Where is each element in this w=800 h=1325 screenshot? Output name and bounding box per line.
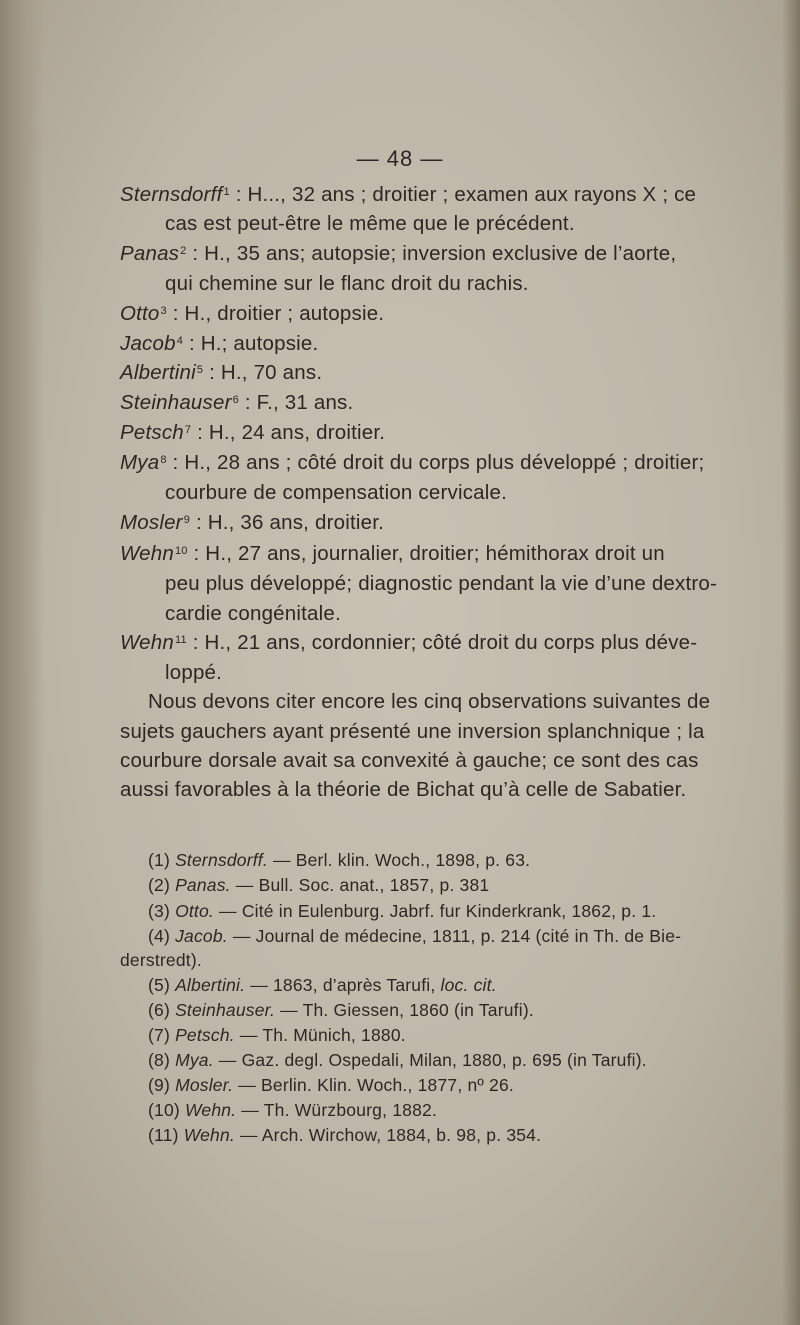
footnote-author: Jacob. <box>175 926 228 946</box>
entry-line: peu plus développé; diagnostic pendant la vie d’une dextro- <box>165 572 718 595</box>
entry-text: : H., 36 ans, droitier. <box>190 511 384 534</box>
entry-text: : H.; autopsie. <box>183 332 319 355</box>
footnote-continuation: derstredt). <box>120 950 202 970</box>
footnote-text: — Th. Münich, 1880. <box>234 1025 406 1045</box>
footnote-ref: 6 <box>232 394 239 406</box>
entry-line <box>120 539 665 569</box>
footnote-ref: 2 <box>180 245 187 257</box>
entry-text: : H., 27 ans, journalier, droitier; hémithorax droit un <box>187 542 665 565</box>
footnote-number: (4) <box>148 926 170 946</box>
footnote-text: — Th. Würzbourg, 1882. <box>236 1100 438 1120</box>
paragraph-line: Nous devons citer encore les cinq observations suivantes de <box>148 690 711 713</box>
entry-author: Petsch <box>120 421 184 444</box>
entry-text: : H., 35 ans; autopsie; inversion exclusive de l’aorte, <box>186 242 677 265</box>
entry-line <box>120 358 322 388</box>
footnote-number: (11) <box>148 1125 179 1145</box>
entry-line <box>120 388 353 418</box>
entry-line <box>120 508 384 538</box>
footnote-author: Mosler. <box>175 1075 234 1095</box>
footnote-author: Wehn. <box>184 1100 237 1120</box>
entry-author: Jacob <box>120 332 176 355</box>
entry-author: Sternsdorff <box>120 183 223 206</box>
entry-text: : H., 21 ans, cordonnier; côté droit du corps plus déve- <box>186 631 698 654</box>
footnote-text: — Journal de médecine, 1811, p. 214 (cité in Th. de Bie- <box>227 926 682 946</box>
footnote-number: (6) <box>148 1000 170 1020</box>
footnote-number: (1) <box>148 850 170 870</box>
footnote-ref: 1 <box>223 186 230 198</box>
footnote-ref: 10 <box>174 545 188 557</box>
footnote-text: — Cité in Eulenburg. Jabrf. fur Kinderkrank, 1862, p. 1. <box>214 901 657 921</box>
footnote-author: Petsch. <box>175 1025 235 1045</box>
footnote-number: (2) <box>148 875 170 895</box>
footnote-ref: 9 <box>183 514 191 526</box>
footnote-ref: 5 <box>196 364 204 376</box>
footnote-author: Sternsdorff. <box>175 850 268 870</box>
entry-line: loppé. <box>165 661 223 684</box>
footnote-ref: 7 <box>184 424 192 436</box>
footnote-author: Steinhauser. <box>175 1000 276 1020</box>
footnote-text: — Gaz. degl. Ospedali, Milan, 1880, p. 695 (in Tarufi). <box>213 1050 647 1070</box>
paragraph-line: courbure dorsale avait sa convexité à gauche; ce sont des cas <box>120 749 699 772</box>
footnote-text: — Arch. Wirchow, 1884, b. 98, p. 354. <box>234 1125 542 1145</box>
footnote-text: — Bull. Soc. anat., 1857, p. 381 <box>230 875 490 895</box>
entry-line <box>120 418 385 448</box>
entry-text: : H., droitier ; autopsie. <box>166 302 385 325</box>
entry-line <box>120 299 384 329</box>
footnote-number: (3) <box>148 901 170 921</box>
footnote-ref: 3 <box>160 305 167 317</box>
footnote-author: Otto. <box>175 901 214 921</box>
footnote-author: Mya. <box>175 1050 214 1070</box>
footnote-text: — Th. Giessen, 1860 (in Tarufi). <box>275 1000 534 1020</box>
footnote-author: Albertini. <box>175 975 246 995</box>
entry-author: Mosler <box>120 511 183 534</box>
footnote-ref: 4 <box>176 335 184 347</box>
entry-line <box>120 180 696 210</box>
footnote-number: (7) <box>148 1025 170 1045</box>
entry-author: Wehn <box>120 542 174 565</box>
entry-line: cas est peut-être le même que le précédent. <box>165 212 575 235</box>
entry-line <box>120 628 697 658</box>
entry-text: : H., 70 ans. <box>203 361 323 384</box>
entry-text: : F., 31 ans. <box>238 391 354 414</box>
footnote-text: — 1863, d’après Tarufi, <box>245 975 441 995</box>
footnote-text: — Berl. klin. Woch., 1898, p. 63. <box>267 850 531 870</box>
entry-author: Steinhauser <box>120 391 232 414</box>
page-right-edge-shadow <box>782 0 800 1325</box>
entry-text: : H., 28 ans ; côté droit du corps plus développé ; droitier; <box>166 451 705 474</box>
paragraph-line: sujets gauchers ayant présenté une inversion splanchnique ; la <box>120 720 705 743</box>
entry-line <box>120 329 318 359</box>
footnote-ref: 11 <box>174 634 187 646</box>
entry-author: Mya <box>120 451 160 474</box>
entry-text: : H., 24 ans, droitier. <box>191 421 386 444</box>
page-number: — 48 — <box>356 146 444 171</box>
entry-line <box>120 239 676 269</box>
footnote <box>148 921 681 951</box>
entry-text: : H..., 32 ans ; droitier ; examen aux rayons X ; ce <box>229 183 697 206</box>
footnote-number: (9) <box>148 1075 170 1095</box>
footnote-number: (5) <box>148 975 170 995</box>
footnote-number: (8) <box>148 1050 170 1070</box>
entry-line: qui chemine sur le flanc droit du rachis. <box>165 272 529 295</box>
paragraph-line: aussi favorables à la théorie de Bichat qu’à celle de Sabatier. <box>120 778 687 801</box>
entry-line: courbure de compensation cervicale. <box>165 481 508 504</box>
entry-line <box>120 448 704 478</box>
footnote <box>148 1120 541 1150</box>
footnote-author: Wehn. <box>183 1125 235 1145</box>
entry-author: Otto <box>120 302 160 325</box>
footnote-ref: 8 <box>160 454 167 466</box>
page-left-edge-shadow <box>0 0 44 1325</box>
entry-author: Albertini <box>120 361 196 384</box>
footnote-tail: loc. cit. <box>440 975 497 995</box>
footnote-number: (10) <box>148 1100 180 1120</box>
entry-author: Wehn <box>120 631 174 654</box>
footnote-text: — Berlin. Klin. Woch., 1877, nº 26. <box>233 1075 514 1095</box>
entry-author: Panas <box>120 242 180 265</box>
entry-line: cardie congénitale. <box>165 602 341 625</box>
footnote-author: Panas. <box>175 875 231 895</box>
